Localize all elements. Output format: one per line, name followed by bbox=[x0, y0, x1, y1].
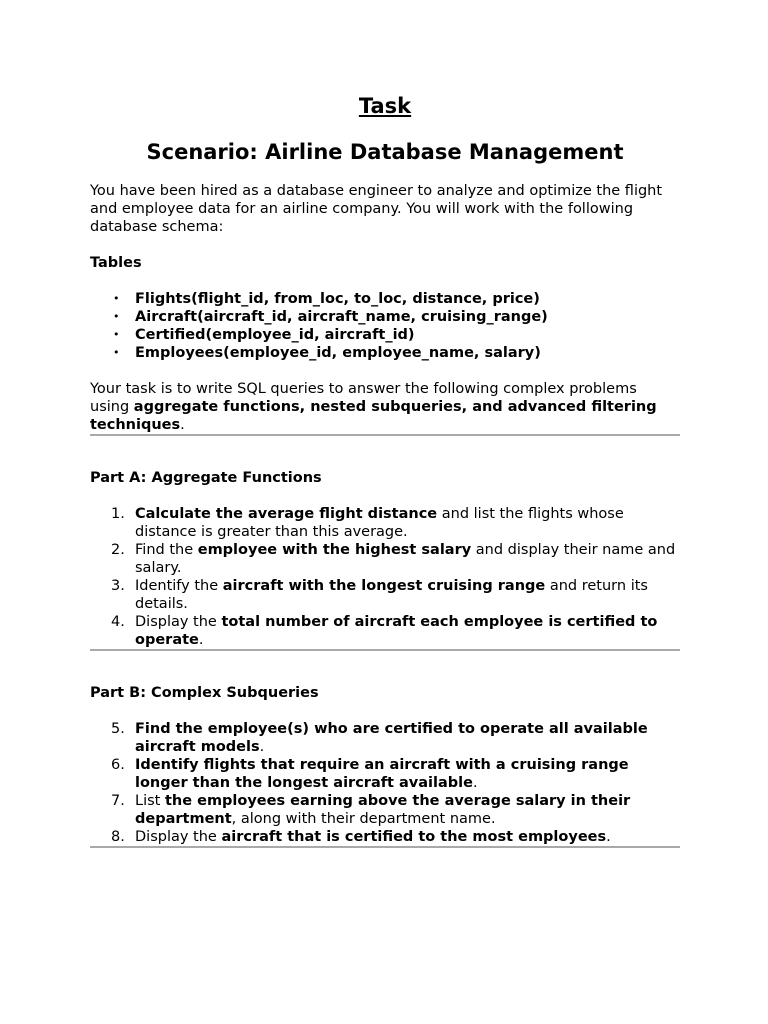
question-number: 7. bbox=[111, 793, 125, 809]
question-item bbox=[111, 756, 680, 792]
document-page bbox=[90, 90, 680, 848]
section-divider bbox=[90, 649, 680, 651]
question-number: 1. bbox=[111, 506, 125, 522]
question-item bbox=[111, 613, 680, 649]
question-text-bold: aircraft with the longest cruising range bbox=[222, 578, 546, 594]
question-text-pre: Display the bbox=[135, 614, 222, 630]
question-item bbox=[111, 577, 680, 613]
question-text-pre: Display the bbox=[135, 829, 222, 845]
question-number: 6. bbox=[111, 757, 125, 773]
question-text-bold: employee with the highest salary bbox=[197, 542, 472, 558]
document-title: Task bbox=[358, 94, 412, 118]
question-text-post: and display their name and salary. bbox=[135, 542, 676, 576]
schema-item-employees: • Employees(employee_id, employee_name, salary) bbox=[135, 344, 680, 362]
question-text-post: and list the flights whose distance is greater than this average. bbox=[135, 506, 624, 540]
question-text-bold: Calculate the average flight distance bbox=[135, 506, 438, 522]
part-b-heading: Part B: Complex Subqueries bbox=[90, 685, 319, 701]
question-number: 8. bbox=[111, 829, 125, 845]
task-text-pre: Your task is to write SQL queries to answer the following complex problems using bbox=[90, 381, 637, 415]
question-text-post: and return its details. bbox=[135, 578, 648, 612]
section-divider bbox=[90, 846, 680, 848]
part-a-list bbox=[90, 505, 680, 649]
question-item bbox=[111, 720, 680, 756]
part-a-heading: Part A: Aggregate Functions bbox=[90, 470, 322, 486]
question-item bbox=[111, 505, 680, 541]
question-text-bold: aircraft that is certified to the most employees bbox=[221, 829, 607, 845]
question-text-post: . bbox=[606, 829, 611, 845]
document-subtitle: Scenario: Airline Database Management bbox=[146, 140, 624, 164]
question-text-pre: Find the bbox=[135, 542, 198, 558]
question-item bbox=[111, 541, 680, 577]
question-text-pre: Identify the bbox=[135, 578, 223, 594]
question-text-bold: total number of aircraft each employee is certified to operate bbox=[135, 614, 658, 648]
task-paragraph bbox=[90, 380, 680, 434]
question-item bbox=[111, 828, 680, 846]
question-text-post: , along with their department name. bbox=[231, 811, 496, 827]
part-b-list bbox=[90, 720, 680, 846]
question-text-post: . bbox=[259, 739, 265, 755]
question-text-bold: Find the employee(s) who are certified to operate all available aircraft models bbox=[135, 721, 648, 755]
question-number: 4. bbox=[111, 614, 125, 630]
question-text-bold: Identify flights that require an aircraft with a cruising range longer than the longest aircraft available bbox=[135, 757, 629, 791]
task-text-post: . bbox=[180, 417, 185, 433]
schema-item-aircraft: • Aircraft(aircraft_id, aircraft_name, cruising_range) bbox=[135, 308, 680, 326]
question-text-post: . bbox=[198, 632, 204, 648]
question-number: 5. bbox=[111, 721, 125, 737]
question-text-post: . bbox=[472, 775, 478, 791]
tables-heading: Tables bbox=[90, 255, 142, 271]
schema-item-certified: • Certified(employee_id, aircraft_id) bbox=[135, 326, 680, 344]
intro-paragraph: You have been hired as a database engineer to analyze and optimize the flight and employee data for an airline company. You will work with the following database schema: bbox=[90, 183, 663, 235]
schema-list bbox=[90, 290, 680, 362]
schema-item-flights: • Flights(flight_id, from_loc, to_loc, distance, price) bbox=[135, 290, 680, 308]
section-divider bbox=[90, 434, 680, 436]
question-text-bold: the employees earning above the average salary in their department bbox=[135, 793, 631, 827]
task-text-bold: aggregate functions, nested subqueries, and advanced filtering techniques bbox=[90, 399, 657, 433]
question-item bbox=[111, 792, 680, 828]
question-text-pre: List bbox=[135, 793, 165, 809]
question-number: 2. bbox=[111, 542, 125, 558]
question-number: 3. bbox=[111, 578, 125, 594]
